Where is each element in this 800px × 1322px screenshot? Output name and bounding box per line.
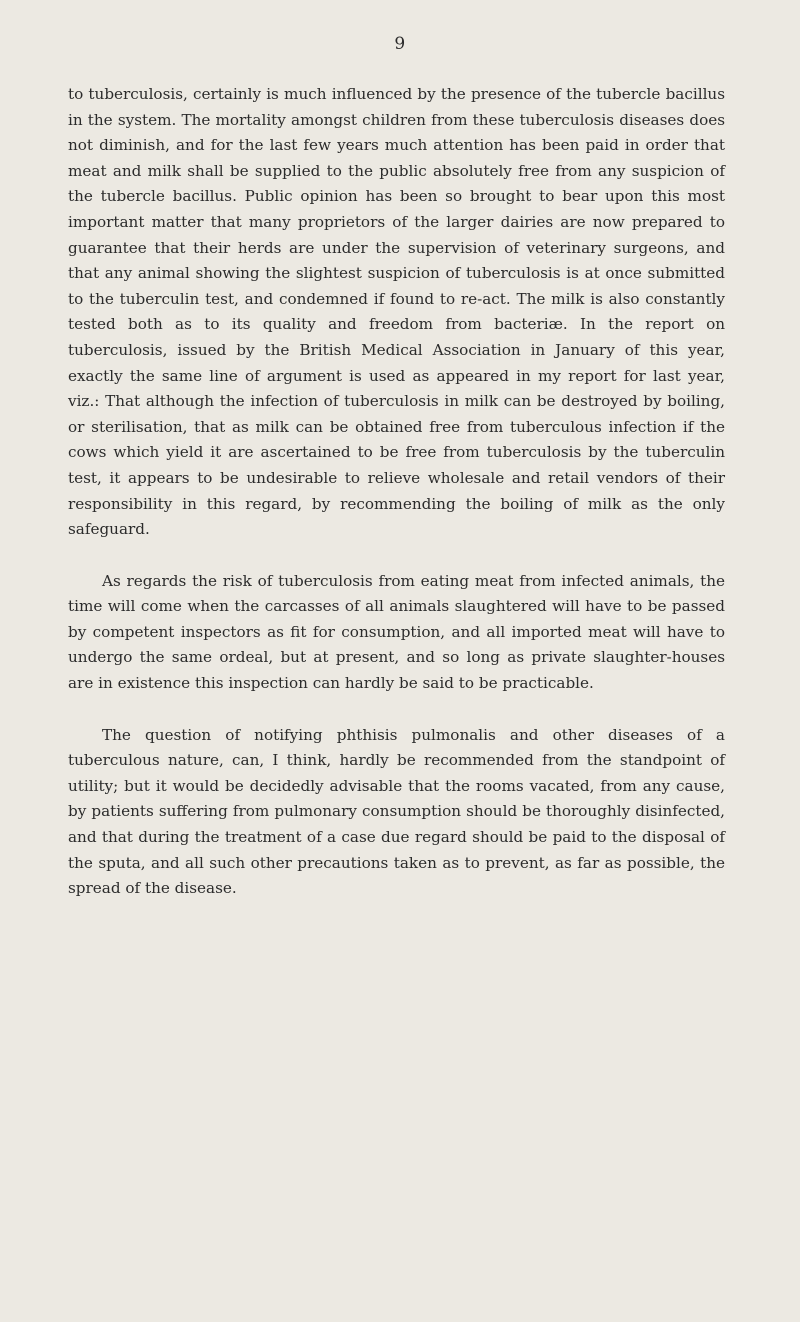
paragraph-notification-disinfection: The question of notifying phthisis pulmonalis and other diseases of a tuberculous nature, can, I think, hardly be recommended from the standpoint of utility; but it would be decidedly advisable that the rooms vacated, from any cause, by patients suffering from pulmonary consumption should be thoroughly disinfected, and that during the treatment of a case due regard should be paid to the disposal of the sputa, and all such other precautions taken as to prevent, as far as possible, the spread of the disease. bbox=[68, 725, 725, 898]
page-number: 9 bbox=[394, 34, 406, 54]
paragraph-meat-inspection: As regards the risk of tuberculosis from eating meat from infected animals, the time will come when the carcasses of all animals slaughtered will have to be passed by competent inspectors as fit for consumption, and all imported meat will have to undergo the same ordeal, but at present, and so long as private slaughter-houses are in existence this inspection can hardly be said to be practicable. bbox=[68, 571, 725, 693]
body-text bbox=[68, 82, 725, 902]
paragraph-tuberculosis-milk: to tuberculosis, certainly is much influenced by the presence of the tubercle bacillus in the system. The mortality amongst children from these tuberculosis diseases does not diminish, and for the last few years much attention has been paid in order that meat and milk shall be supplied to the public absolutely free from any suspicion of the tubercle bacillus. Public opinion has been so brought to bear upon this most important matter that many proprietors of the larger dairies are now prepared to guarantee that their herds are under the supervision of veterinary surgeons, and that any animal showing the slightest suspicion of tuberculosis is at once submitted to the tuberculin test, and condemned if found to re-act. The milk is also constantly tested both as to its quality and freedom from bacteriæ. In the report on tuberculosis, issued by the British Medical Association in January of this year, exactly the same line of argument is used as appeared in my report for last year, viz.: That although the infection of tuberculosis in milk can be destroyed by boiling, or sterilisation, that as milk can be obtained free from tuberculous infection if the cows which yield it are ascertained to be free from tuberculosis by the tuberculin test, it appears to be undesirable to relieve wholesale and retail vendors of their responsibility in this regard, by recommending the boiling of milk as the only safeguard. bbox=[68, 85, 725, 539]
